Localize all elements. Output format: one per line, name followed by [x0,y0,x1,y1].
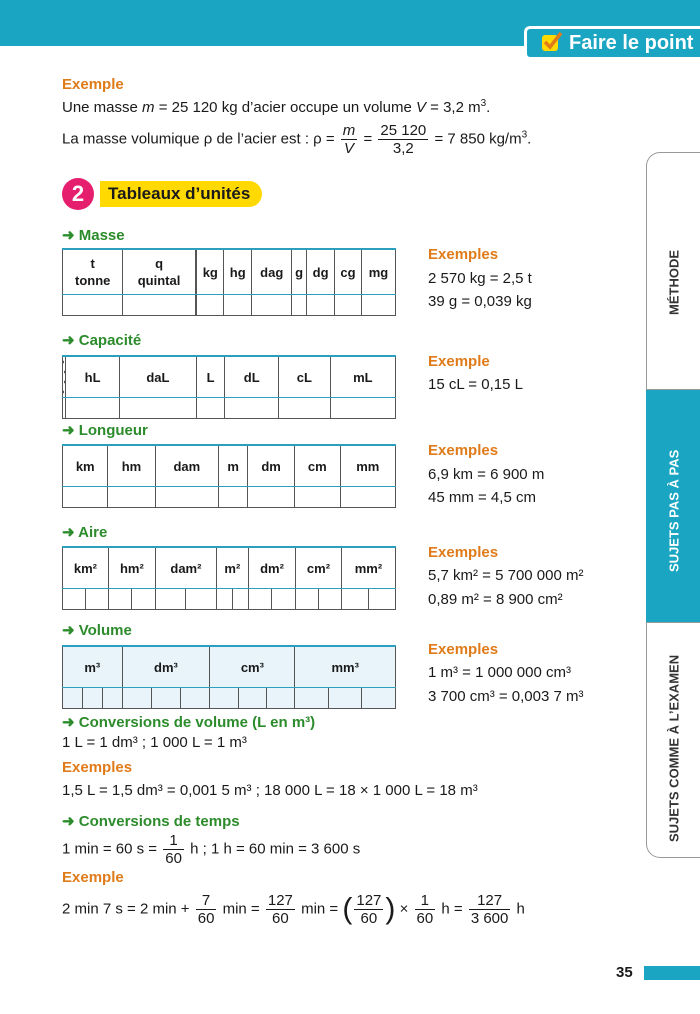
badge-label: Faire le point [569,32,694,54]
masse-unit-9: mg [361,249,395,295]
volume-digit-cell [210,688,238,709]
masse-digit-cell [63,295,123,316]
longueur-digit-cell [248,487,295,508]
longueur-table [62,444,396,508]
masse-unit-7: dg [307,249,335,295]
aire-digit-cell [132,589,156,610]
masse-digit-cell [307,295,335,316]
masse-unit-0: t tonne [63,249,123,295]
sidebar-examen-label: SUJETS COMME À L’EXAMEN [666,654,682,842]
capacite-unit-5: cL [279,356,331,398]
capacite-unit-6: mL [330,356,395,398]
masse-digit-cell [252,295,292,316]
masse-digit-cell [224,295,252,316]
masse-example-2: 39 g = 0,039 kg [428,293,532,310]
aire-title: ➜ Aire [62,524,108,541]
capacite-unit-1: hL [66,356,120,398]
aire-example-1: 5,7 km² = 5 700 000 m² [428,567,584,584]
longueur-digit-cell [108,487,155,508]
longueur-unit-3: m [219,445,248,487]
masse-unit-4: hg [224,249,252,295]
section-title: Tableaux d’unités [100,181,262,207]
volume-digit-cell [181,688,210,709]
longueur-example-1: 6,9 km = 6 900 m [428,466,545,483]
capacite-unit-3: L [196,356,225,398]
masse-table [62,248,396,316]
aire-digit-cell [248,589,272,610]
intro-line-1: Une masse m = 25 120 kg d’acier occupe un volume V = 3,2 $m^3$. [62,98,491,116]
longueur-digit-cell [155,487,219,508]
fraction-1-over-60: $\frac{1}{60}$ [165,832,182,867]
volume-digit-cell [82,688,102,709]
volume-digit-cell [362,688,396,709]
longueur-digit-cell [63,487,108,508]
sidebar-tab-examen[interactable] [646,622,700,858]
conv-vol-examples-label: Exemples [62,759,133,776]
volume-digit-cell [295,688,328,709]
masse-unit-5: dag [252,249,292,295]
conv-vol-line: 1 L = 1 dm³ ; 1 000 L = 1 m³ [62,734,247,751]
page-number-bar [644,966,700,980]
volume-example-1: 1 m³ = 1 000 000 cm³ [428,664,571,681]
fraction-mass-over-volume: $\frac{25 120}{3,2}$ [380,122,427,157]
intro-example-label: Exemple [62,76,124,93]
capacite-table [62,355,396,419]
longueur-example-2: 45 mm = 4,5 cm [428,489,536,506]
aire-digit-cell [368,589,395,610]
aire-digit-cell [155,589,185,610]
aire-examples-label: Exemples [428,544,499,561]
longueur-examples-label: Exemples [428,442,499,459]
aire-digit-cell [216,589,232,610]
faire-le-point-badge [524,26,700,60]
aire-unit-4: dm² [248,547,295,589]
conv-temps-line: 1 min = 60 s = $\frac{1}{60}$ h ; 1 h = 60 min = 3 600 s [62,832,361,867]
capacite-digit-cell [279,398,331,419]
aire-example-2: 0,89 m² = 8 900 cm² [428,591,563,608]
masse-digit-cell [123,295,195,316]
volume-digit-cell [63,688,83,709]
volume-unit-1: dm³ [122,646,210,688]
longueur-digit-cell [340,487,395,508]
conv-temps-title: ➜ Conversions de temps [62,813,240,830]
volume-unit-0: m³ [63,646,123,688]
aire-unit-1: hm² [108,547,155,589]
volume-digit-cell [122,688,151,709]
capacite-digit-cell [66,398,120,419]
volume-digit-cell [151,688,180,709]
volume-unit-3: mm³ [295,646,396,688]
masse-unit-3: kg [197,249,224,295]
capacite-digit-cell [225,398,279,419]
longueur-unit-5: cm [295,445,340,487]
conv-vol-title: ➜ Conversions de volume (L en m³) [62,714,316,731]
volume-table [62,645,396,709]
capacite-title: ➜ Capacité [62,332,142,349]
capacite-example-label: Exemple [428,353,490,370]
aire-unit-6: mm² [341,547,395,589]
aire-unit-5: cm² [296,547,342,589]
capacite-digit-cell [330,398,395,419]
aire-digit-cell [85,589,108,610]
masse-digit-cell [292,295,307,316]
masse-digit-cell [361,295,395,316]
capacite-example-1: 15 cL = 0,15 L [428,376,523,393]
aire-unit-2: dam² [155,547,216,589]
aire-digit-cell [296,589,319,610]
longueur-unit-1: hm [108,445,155,487]
masse-examples-label: Exemples [428,246,499,263]
capacite-unit-2: daL [119,356,196,398]
volume-digit-cell [267,688,295,709]
longueur-unit-2: dam [155,445,219,487]
aire-digit-cell [272,589,296,610]
capacite-unit-4: dL [225,356,279,398]
conv-vol-example: 1,5 L = 1,5 dm³ = 0,001 5 m³ ; 18 000 L = 18 × 1 000 L = 18 m³ [62,782,478,799]
fraction-m-over-v: $\frac{m}{V}$ [342,122,356,157]
volume-digit-cell [328,688,361,709]
volume-digit-cell [238,688,266,709]
longueur-title: ➜ Longueur [62,422,148,439]
volume-example-2: 3 700 cm³ = 0,003 7 m³ [428,688,584,705]
section-number: 2 [62,178,94,210]
volume-digit-cell [102,688,122,709]
aire-digit-cell [232,589,248,610]
volume-title: ➜ Volume [62,622,132,639]
aire-table [62,546,396,610]
longueur-unit-0: km [63,445,108,487]
aire-digit-cell [186,589,216,610]
aire-unit-0: km² [63,547,109,589]
aire-digit-cell [108,589,132,610]
longueur-digit-cell [295,487,340,508]
masse-unit-6: g [292,249,307,295]
volume-unit-2: cm³ [210,646,295,688]
longueur-unit-6: mm [340,445,395,487]
masse-unit-1: q quintal [123,249,195,295]
sidebar-methode-label: MÉTHODE [666,250,682,316]
masse-example-1: 2 570 kg = 2,5 t [428,270,532,287]
sidebar-tab-sujets-pas-a-pas[interactable] [646,390,700,622]
conv-temps-example-label: Exemple [62,869,124,886]
masse-digit-cell [335,295,362,316]
longueur-digit-cell [219,487,248,508]
checkmark-icon [541,31,563,53]
longueur-unit-4: dm [248,445,295,487]
aire-unit-3: m² [216,547,248,589]
intro-line-2: La masse volumique ρ de l’acier est : ρ = $\frac{m}{V}$ = $\frac{25 120}{3,2}$ = 7 850 $kg/m^3$. [62,122,532,157]
conv-temps-example: 2 min 7 s = 2 min + $\frac{7}{60}$ min = $\frac{127}{60}$ min = ( $\frac{127}{60}$ ) × $\frac{1}{60}$ h = $\frac{127}{3 600}$ h [62,892,525,927]
sidebar-tab-methode[interactable] [646,152,700,390]
aire-digit-cell [318,589,341,610]
masse-unit-8: cg [335,249,362,295]
capacite-digit-cell [119,398,196,419]
aire-digit-cell [63,589,86,610]
masse-title: ➜ Masse [62,227,125,244]
volume-examples-label: Exemples [428,641,499,658]
capacite-digit-cell [196,398,225,419]
page-number: 35 [616,964,633,981]
aire-digit-cell [341,589,368,610]
sidebar-sujets-label: SUJETS PAS À PAS [666,449,682,573]
masse-digit-cell [197,295,224,316]
